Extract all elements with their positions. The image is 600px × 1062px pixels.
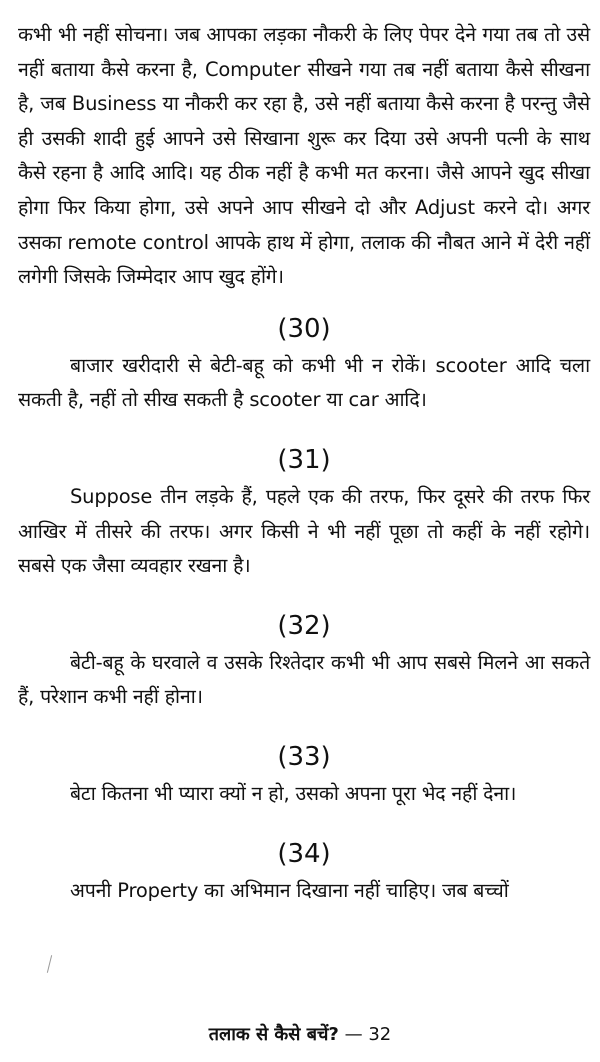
- page-number: 32: [368, 1024, 392, 1045]
- book-title: तलाक से कैसे बचें?: [208, 1024, 339, 1045]
- section-number-31: (31): [277, 444, 331, 475]
- section-31-paragraph: Suppose तीन लड़के हैं, पहले एक की तरफ, फिर दूसरे की तरफ फिर आखिर में तीसरे की तरफ। अगर किसी ने भी नहीं पूछा तो कहीं के नहीं रहोगे। सबसे एक जैसा व्यवहार रखना है।: [18, 484, 590, 578]
- section-33-paragraph: बेटा कितना भी प्यारा क्यों न हो, उसको अपना पूरा भेद नहीं देना।: [70, 781, 517, 805]
- section-number-30: (30): [277, 313, 331, 344]
- section-number-33: (33): [277, 741, 331, 772]
- section-30-paragraph: बाजार खरीदारी से बेटी-बहू को कभी भी न रोकें। scooter आदि चला सकती है, नहीं तो सीख सकती है scooter या car आदि।: [18, 353, 590, 412]
- intro-paragraph: कभी भी नहीं सोचना। जब आपका लड़का नौकरी के लिए पेपर देने गया तब तो उसे नहीं बताया कैसे करना है, Computer सीखने गया तब नहीं बताया कैसे सीखना है, जब Business या नौकरी कर रहा है, उसे नहीं बताया कैसे करना है परन्तु जैसे ही उसकी शादी हुई आपने उसे सिखाना शुरू कर दिया उसे अपनी पत्नी के साथ कैसे रहना है आदि आदि। यह ठीक नहीं है कभी मत करना। जैसे आपने खुद सीखा होगा फिर किया होगा, उसे अपने आप सीखने दो और Adjust करने दो। अगर उसका remote control आपके हाथ में होगा, तलाक की नौबत आने में देरी नहीं लगेगी जिसके जिम्मेदार आप खुद होंगे।: [18, 23, 590, 289]
- footer-separator: —: [344, 1024, 363, 1045]
- stray-pen-mark: [47, 955, 52, 973]
- section-34-paragraph: अपनी Property का अभिमान दिखाना नहीं चाहिए। जब बच्चों: [70, 878, 509, 902]
- section-32-paragraph: बेटी-बहू के घरवाले व उसके रिश्तेदार कभी भी आप सबसे मिलने आ सकते हैं, परेशान कभी नहीं होना।: [18, 650, 590, 709]
- section-number-32: (32): [277, 610, 331, 641]
- page-footer: [0, 1022, 600, 1048]
- document-page: [18, 18, 590, 908]
- section-number-34: (34): [277, 838, 331, 869]
